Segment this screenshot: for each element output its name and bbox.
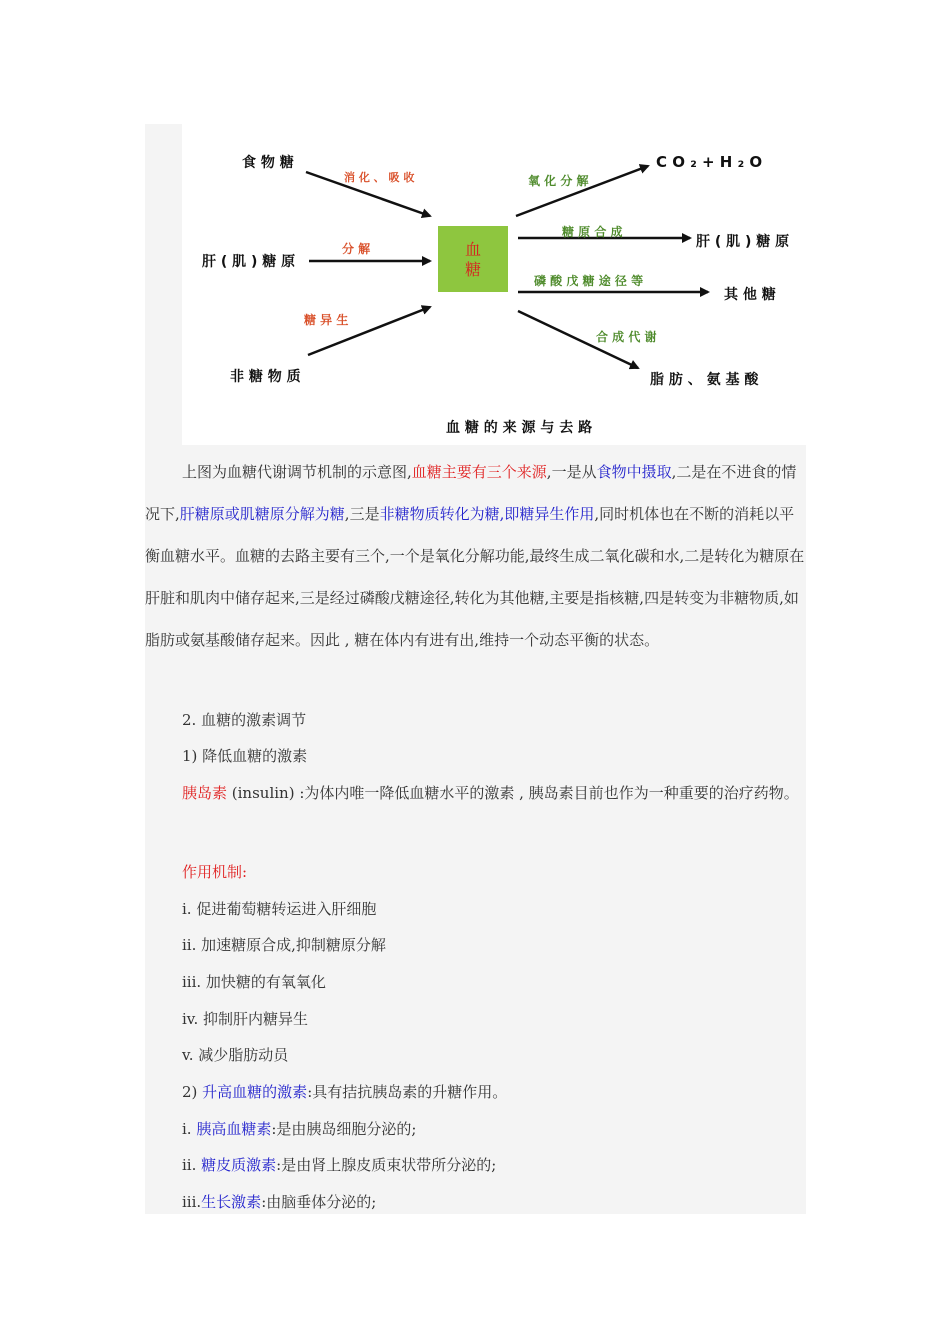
sub2-title: 升高血糖的激素 <box>202 1083 308 1101</box>
para-text-7: ,三是 <box>344 505 380 523</box>
hormone-number: i. <box>182 1120 197 1138</box>
hormone-item-growth-hormone <box>182 1192 376 1212</box>
dest-label-co2-h2o: C O ₂ + H ₂ O <box>656 153 763 171</box>
arrow-label-gluconeogenesis: 糖 异 生 <box>304 313 349 327</box>
explanation-paragraph <box>145 451 806 661</box>
arrow-label-digestion: 消 化 、 吸 收 <box>344 171 415 184</box>
sub2-number: 2) <box>182 1083 203 1101</box>
center-label-2: 糖 <box>464 260 482 279</box>
insulin-description: (insulin) :为体内唯一降低血糖水平的激素 , 胰岛素目前也作为一种重要的治疗药物。 <box>227 784 799 802</box>
para-highlight-sources: 血糖主要有三个来源 <box>411 463 547 481</box>
dest-label-glycogen: 肝 ( 肌 ) 糖 原 <box>696 234 790 250</box>
hormone-number: iii. <box>182 1193 202 1211</box>
insulin-name: 胰岛素 <box>182 784 228 802</box>
arrow-label-anabolism: 合 成 代 谢 <box>596 330 657 344</box>
hormone-description: :是由肾上腺皮质束状带所分泌的; <box>276 1156 497 1174</box>
mechanism-title: 作用机制: <box>182 863 248 881</box>
source-label-glycogen: 肝 ( 肌 ) 糖 原 <box>202 254 296 270</box>
hormone-name: 胰高血糖素 <box>196 1120 272 1138</box>
para-text-5: ,二是在不进食的情况下, <box>145 463 797 523</box>
dest-label-other-sugar: 其 他 糖 <box>724 287 776 303</box>
source-label-noncarb: 非 糖 物 质 <box>230 369 301 385</box>
mechanism-item: v. 减少脂肪动员 <box>182 1046 289 1064</box>
blood-sugar-diagram <box>182 124 806 445</box>
section-heading-hormone-regulation: 2. 血糖的激素调节 <box>182 711 307 729</box>
hormone-description: :由脑垂体分泌的; <box>261 1193 377 1211</box>
diagram-caption: 血 糖 的 来 源 与 去 路 <box>446 420 593 436</box>
center-box <box>438 226 508 292</box>
hormone-name: 生长激素 <box>201 1193 262 1211</box>
insulin-paragraph <box>145 772 806 814</box>
sub2-rest: :具有拮抗胰岛素的升糖作用。 <box>307 1083 508 1101</box>
hormone-name: 糖皮质激素 <box>201 1156 277 1174</box>
mechanism-item: ii. 加速糖原合成,抑制糖原分解 <box>182 936 386 954</box>
para-text-3: ,一是从 <box>546 463 597 481</box>
diagram-svg <box>182 124 806 445</box>
source-label-food: 食 物 糖 <box>242 155 294 171</box>
hormone-item-glucagon <box>182 1119 416 1139</box>
arrow-label-oxidation: 氧 化 分 解 <box>528 174 589 188</box>
para-highlight-food: 食物中摄取 <box>596 463 672 481</box>
hormone-number: ii. <box>182 1156 202 1174</box>
para-highlight-gluconeogenesis: 非糖物质转化为糖,即糖异生作用 <box>379 505 595 523</box>
arrow-label-breakdown: 分 解 <box>342 242 371 256</box>
arrow-label-pentose: 磷 酸 戊 糖 途 径 等 <box>534 274 644 288</box>
mechanism-item: iv. 抑制肝内糖异生 <box>182 1010 309 1028</box>
center-label-1: 血 <box>464 240 482 259</box>
mechanism-item: i. 促进葡萄糖转运进入肝细胞 <box>182 900 377 918</box>
para-text-9: ,同时机体也在不断的消耗以平衡血糖水平。血糖的去路主要有三个,一个是氧化分解功能,最终生成二氧化碳和水,二是转化为糖原在肝脏和肌肉中储存起来,三是经过磷酸戊糖途径,转化为其他糖,主要是指核糖,四是转变为非糖物质,如脂肪或氨基酸储存起来。因此 , 糖在体内有进有出,维持一个动态平衡的状态。 <box>145 505 805 649</box>
para-text-1: 上图为血糖代谢调节机制的示意图, <box>182 463 412 481</box>
para-highlight-glycogenolysis: 肝糖原或肌糖原分解为糖 <box>179 505 345 523</box>
hormone-description: :是由胰岛细胞分泌的; <box>271 1120 417 1138</box>
subheading-raising-hormones <box>182 1082 507 1102</box>
dest-label-fat-amino: 脂 肪 、 氨 基 酸 <box>650 372 759 388</box>
arrow-label-glycogen-synthesis: 糖 原 合 成 <box>562 225 623 239</box>
hormone-item-glucocorticoid <box>182 1155 496 1175</box>
mechanism-item: iii. 加快糖的有氧氧化 <box>182 973 326 991</box>
subheading-lowering-hormones: 1) 降低血糖的激素 <box>182 747 308 765</box>
